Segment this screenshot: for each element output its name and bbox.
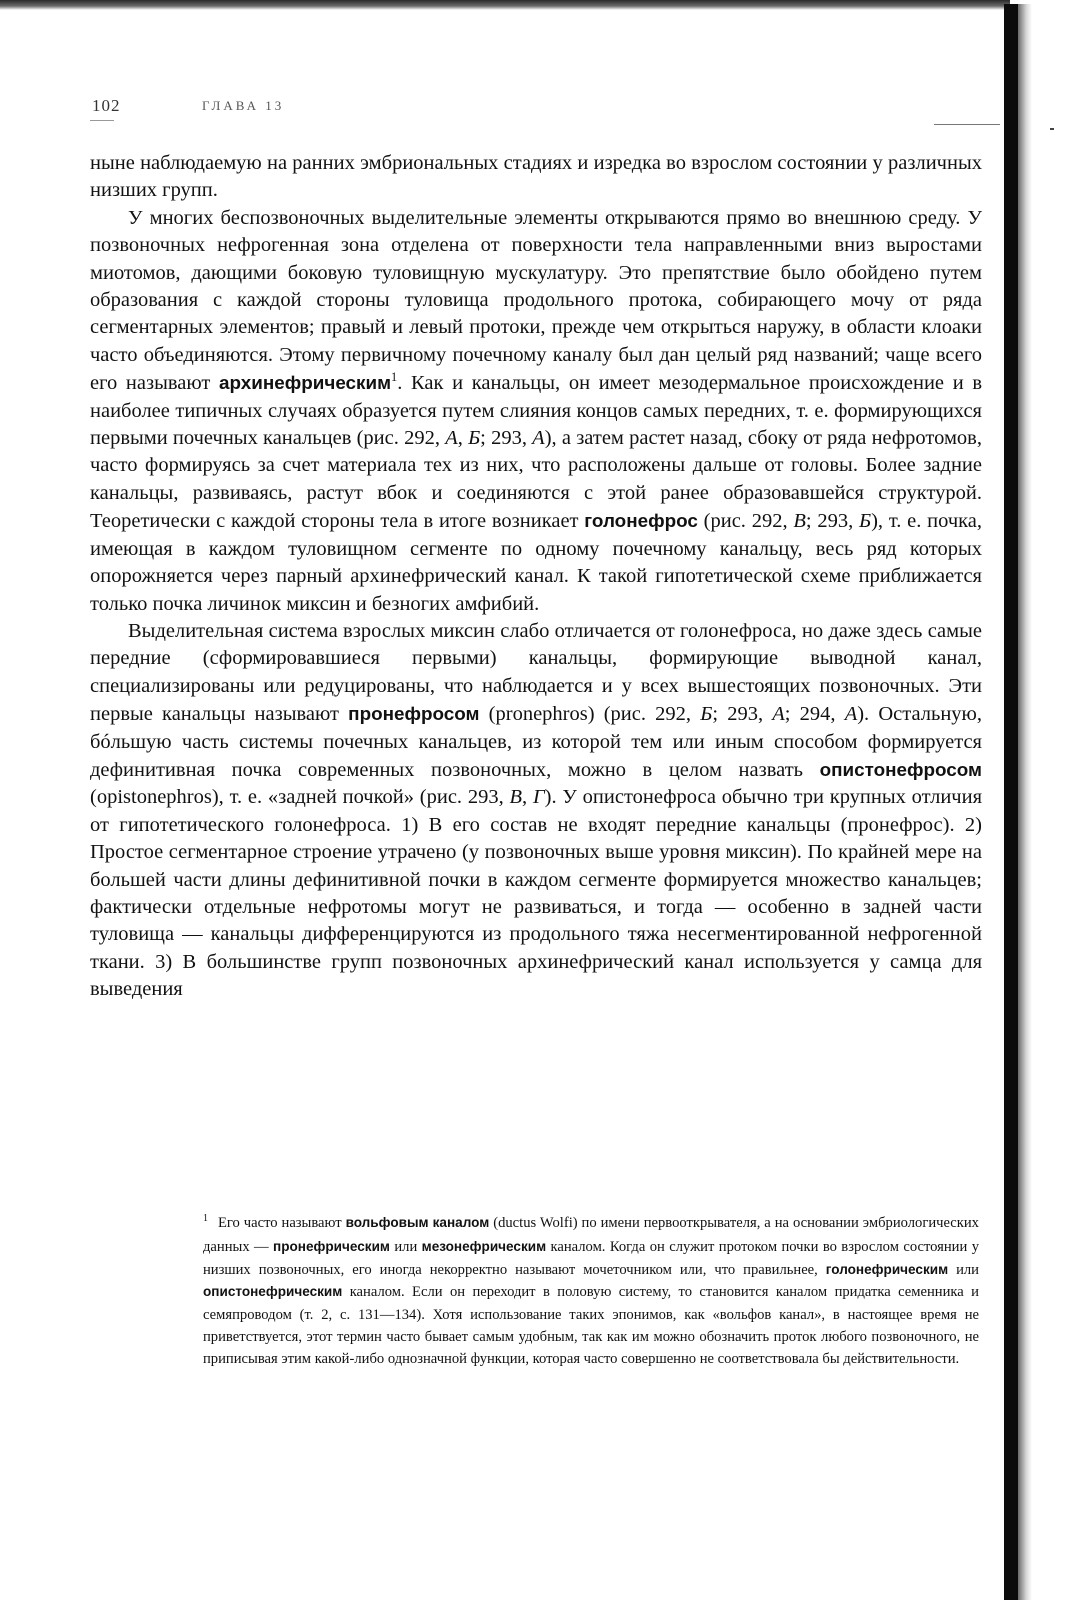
text-run: Его часто называют xyxy=(218,1215,346,1231)
text-run: (opistonephros), т. е. «задней почкой» (рис. 293, xyxy=(90,786,510,809)
footnote-text xyxy=(203,1212,979,1371)
text-run: каналом. Если он переходит в половую систему, то становится каналом придатка семенника и семяпроводом (т. 2, с. 131—134). Хотя использование таких эпонимов, как «вольфов канал», в настоящее время не приветствуется, этот термин часто бывает самым удобным, так как им можно обозначить проток любого позвоночного, не приписывая этим какой-либо однозначной функции, которая часто совершенно не соответствовала бы действительности. xyxy=(203,1284,979,1368)
main-text xyxy=(90,150,982,1004)
text-run: ). У опистонефроса обычно три крупных отличия от гипотетического голонефроса. 1) В его состав не входят передние канальцы (пронефрос). 2) Простое сегментарное строение утрачено (у позвоночных выше уровня миксин). По крайней мере на большей части длины дефинитивной почки в каждом сегменте формируется множество канальцев; фактически отдельные нефротомы могут не развиваться, и тогда — особенно в задней части туловища — канальцы дифференцируются из продольного тяжа несегментированной нефрогенной ткани. 3) В большинстве групп позвоночных архинефрический канал используется у самца для выведения xyxy=(90,786,983,1001)
text-run: . Как и канальцы, он имеет мезодермальное происхождение и в наиболее типичных случаях образуется путем слияния концов самых передних, т. е. формирующихся первыми почечных канальцев (рис. 292, xyxy=(90,372,983,450)
figure-ref-letter: А xyxy=(532,427,545,450)
paragraph xyxy=(90,618,982,1004)
paragraph xyxy=(90,150,982,205)
term: опистонефросом xyxy=(819,758,982,780)
page-header xyxy=(90,96,1000,132)
term: пронефросом xyxy=(348,703,480,725)
text-run: (ductus Wolfi) по имени первооткрывателя, а на основании эмбриологических данных — xyxy=(203,1215,979,1256)
figure-ref-letter: Г xyxy=(532,786,545,809)
figure-ref-letter: В xyxy=(509,786,523,809)
scan-top-edge xyxy=(0,0,1010,10)
text-run: , xyxy=(522,786,533,809)
scan-mark xyxy=(1050,128,1054,130)
text-run: ; 294, xyxy=(784,703,845,726)
figure-ref-letter: А xyxy=(844,703,858,726)
text-run: или xyxy=(389,1239,422,1256)
footnote-ref: 1 xyxy=(391,370,398,385)
footnote xyxy=(203,1212,979,1371)
term: голонефрическим xyxy=(825,1261,949,1277)
text-run: ; 293, xyxy=(480,427,533,450)
text-run: каналом. Когда он служит протоком почки во взрослом состоянии у низших позвоночных, его иногда некорректно называют мочеточником или, что правильнее, xyxy=(203,1239,979,1278)
header-rule xyxy=(934,124,1000,125)
term: архинефрическим xyxy=(219,372,392,394)
term: вольфовым каналом xyxy=(345,1215,490,1230)
figure-ref-letter: В xyxy=(793,510,806,533)
text-run: , xyxy=(457,427,469,450)
text-run: (pronephros) (рис. 292, xyxy=(479,703,701,726)
scan-right-edge xyxy=(1004,4,1018,1600)
figure-ref-letter: Б xyxy=(700,703,713,726)
text-run: ; 293, xyxy=(712,703,773,726)
footnote-marker: 1 xyxy=(203,1213,208,1224)
figure-ref-letter: А xyxy=(772,703,785,726)
term: мезонефрическим xyxy=(421,1239,547,1255)
term: опистонефрическим xyxy=(203,1284,343,1300)
figure-ref-letter: А xyxy=(445,427,458,450)
text-run: ). Остальную, бóльшую часть системы почечных канальцев, из которой тем или иным способом формируется дефинитивная почка современных позвоночных, можно в целом назвать xyxy=(90,703,982,781)
scan-right-edge-shadow xyxy=(1018,4,1032,1600)
paragraph xyxy=(90,205,982,618)
page-number-underline xyxy=(90,120,114,121)
text-run: Выделительная система взрослых миксин слабо отличается от голонефроса, но даже здесь самые передние (сформировавшиеся первыми) канальцы, формирующие выводной канал, специализированы или редуцированы, что наблюдается и у всех вышестоящих позвоночных. Эти первые канальцы называют xyxy=(90,619,982,726)
text-run: ; 293, xyxy=(805,510,859,533)
text-run: ), т. е. почка, имеющая в каждом туловищном сегменте по одному почечному канальцу, весь ряд которых опорожняется через парный архинефрический канал. К такой гипотетической схеме приближается только почка личинок миксин и безногих амфибий. xyxy=(90,510,983,615)
chapter-label: ГЛАВА 13 xyxy=(202,98,285,113)
footnote-body xyxy=(203,1215,979,1367)
figure-ref-letter: Б xyxy=(468,427,481,450)
text-run: ), а затем растет назад, сбоку от ряда нефротомов, часто формируясь за счет материала тех из них, что расположены дальше от головы. Более задние канальцы, развиваясь, растут вбок и соединяются с этой ранее образовавшейся структурой. Теоретически с каждой стороны тела в итоге возникает xyxy=(90,427,982,533)
term: голонефрос xyxy=(584,510,698,532)
text-run: ныне наблюдаемую на ранних эмбриональных стадиях и изредка во взрослом состоянии у различных низших групп. xyxy=(90,152,982,202)
term: пронефрическим xyxy=(273,1239,390,1255)
text-run: У многих беспозвоночных выделительные элементы открываются прямо во внешнюю среду. У позвоночных нефрогенная зона отделена от поверхности тела направленными вниз выростами миотомов, дающими боковую туловищную мускулатуру. Это препятствие было обойдено путем образования с каждой стороны туловища продольного протока, собирающего мочу от ряда сегментарных элементов; правый и левый протоки, прежде чем открыться наружу, в области клоаки часто объединяются. Этому первичному почечному каналу был дан целый ряд названий; чаще всего его называют xyxy=(90,206,982,395)
text-run: (рис. 292, xyxy=(697,510,794,533)
text-run: или xyxy=(948,1261,979,1278)
page-number: 102 xyxy=(92,96,121,115)
figure-ref-letter: Б xyxy=(859,510,872,533)
